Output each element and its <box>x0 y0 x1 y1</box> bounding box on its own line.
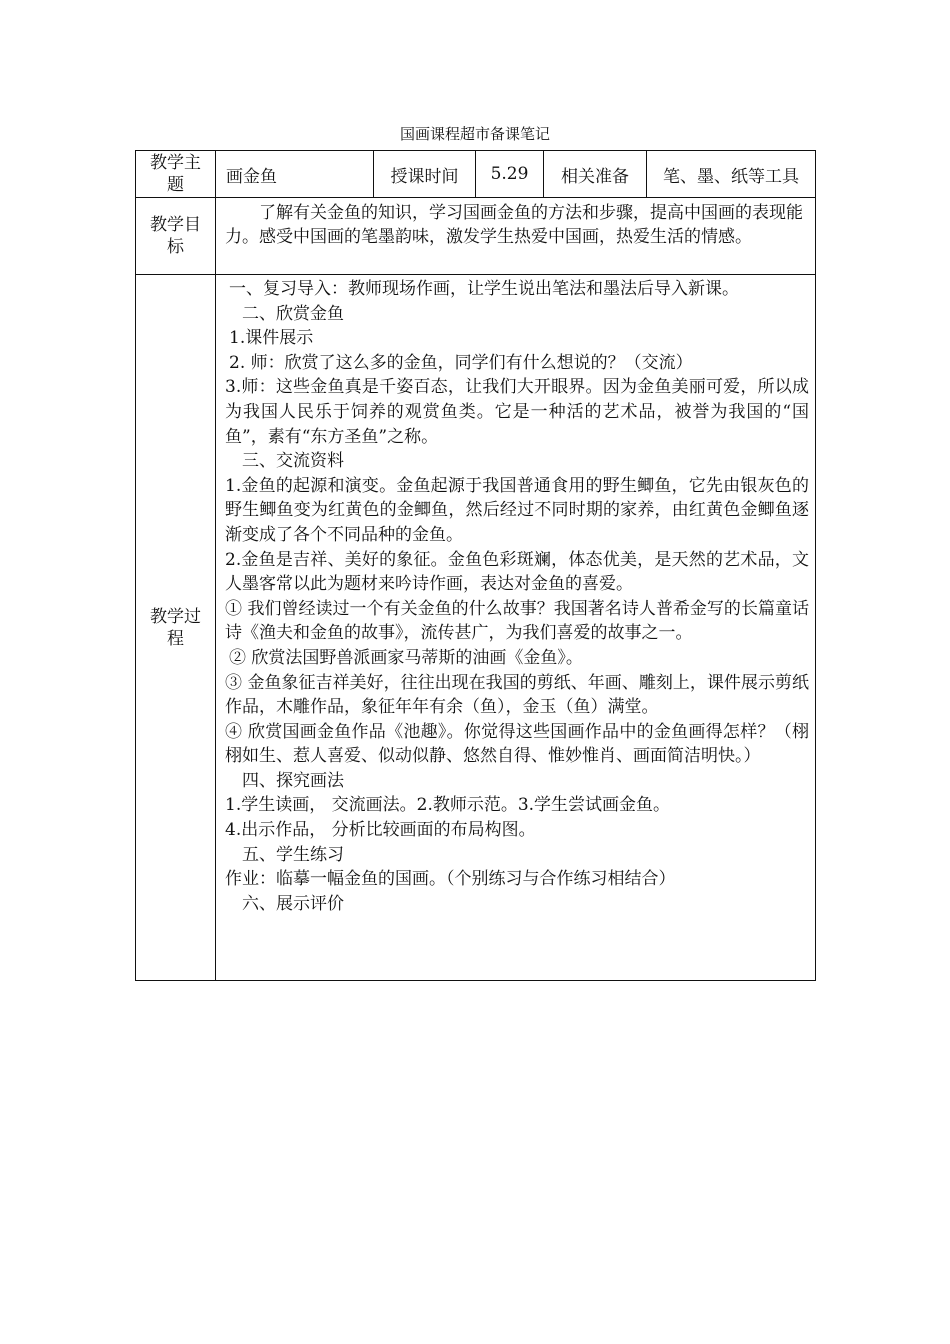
process-line: 3.师：这些金鱼真是千姿百态，让我们大开眼界。因为金鱼美丽可爱，所以成为我国人民乐于饲养的观赏鱼类。它是一种活的艺术品，被誉为我国的“国鱼”，素有“东方圣鱼”之称。 <box>225 377 809 447</box>
process-line: 作业：临摹一幅金鱼的国画。（个别练习与合作练习相结合） <box>225 869 676 890</box>
process-content <box>216 275 816 981</box>
process-line: ① 我们曾经读过一个有关金鱼的什么故事？我国著名诗人普希金写的长篇童话诗《渔夫和金鱼的故事》，流传甚广，为我们喜爱的故事之一。 <box>225 598 809 644</box>
header-row <box>136 151 816 198</box>
prep-value: 笔、墨、纸等工具 <box>647 151 816 198</box>
process-line: 六、展示评价 <box>242 893 344 914</box>
process-line: 1.学生读画， 交流画法。2.教师示范。3.学生尝试画金鱼。 <box>225 795 671 816</box>
process-line: ④ 欣赏国画金鱼作品《池趣》。你觉得这些国画作品中的金鱼画得怎样？（栩栩如生、惹人喜爱、似动似静、悠然自得、惟妙惟肖、画面简洁明快。） <box>225 721 809 767</box>
document-title: 国画课程超市备课笔记 <box>399 125 550 143</box>
process-line: 4.出示作品， 分析比较画面的布局构图。 <box>225 820 536 841</box>
process-line: 四、探究画法 <box>242 770 344 791</box>
topic-label: 教学主题 <box>136 151 216 198</box>
process-line: 二、欣赏金鱼 <box>242 303 344 324</box>
process-line: 1.金鱼的起源和演变。金鱼起源于我国普通食用的野生鲫鱼，它先由银灰色的野生鲫鱼变为红黄色的金鲫鱼，然后经过不同时期的家养，由红黄色金鲫鱼逐渐变成了各个不同品种的金鱼。 <box>225 475 809 545</box>
process-line: 三、交流资料 <box>242 451 344 472</box>
process-line: 2. 师：欣赏了这么多的金鱼，同学们有什么想说的？（交流） <box>229 352 693 373</box>
process-line: 一、复习导入：教师现场作画，让学生说出笔法和墨法后导入新课。 <box>229 279 739 299</box>
process-line: 1.课件展示 <box>229 328 314 349</box>
process-line: ③ 金鱼象征吉祥美好，往往出现在我国的剪纸、年画、雕刻上，课件展示剪纸作品，木雕作品，象征年年有余（鱼），金玉（鱼）满堂。 <box>225 672 809 718</box>
goal-text: 了解有关金鱼的知识，学习国画金鱼的方法和步骤，提高中国画的表现能力。感受中国画的笔墨韵味，激发学生热爱中国画，热爱生活的情感。 <box>216 198 816 275</box>
prep-label: 相关准备 <box>544 151 647 198</box>
process-line: 2.金鱼是吉祥、美好的象征。金鱼色彩斑斓，体态优美，是天然的艺术品，文人墨客常以此为题材来吟诗作画，表达对金鱼的喜爱。 <box>225 549 809 595</box>
process-line: 五、学生练习 <box>242 844 344 865</box>
topic-value: 画金鱼 <box>216 151 374 198</box>
process-line: ② 欣赏法国野兽派画家马蒂斯的油画《金鱼》。 <box>229 647 583 668</box>
time-label: 授课时间 <box>374 151 476 198</box>
process-label: 教学过程 <box>136 275 216 981</box>
lesson-plan-table <box>135 150 816 981</box>
goal-label: 教学目标 <box>136 198 216 275</box>
process-row <box>136 275 816 981</box>
time-value: 5.29 <box>476 151 544 198</box>
goal-row <box>136 198 816 275</box>
